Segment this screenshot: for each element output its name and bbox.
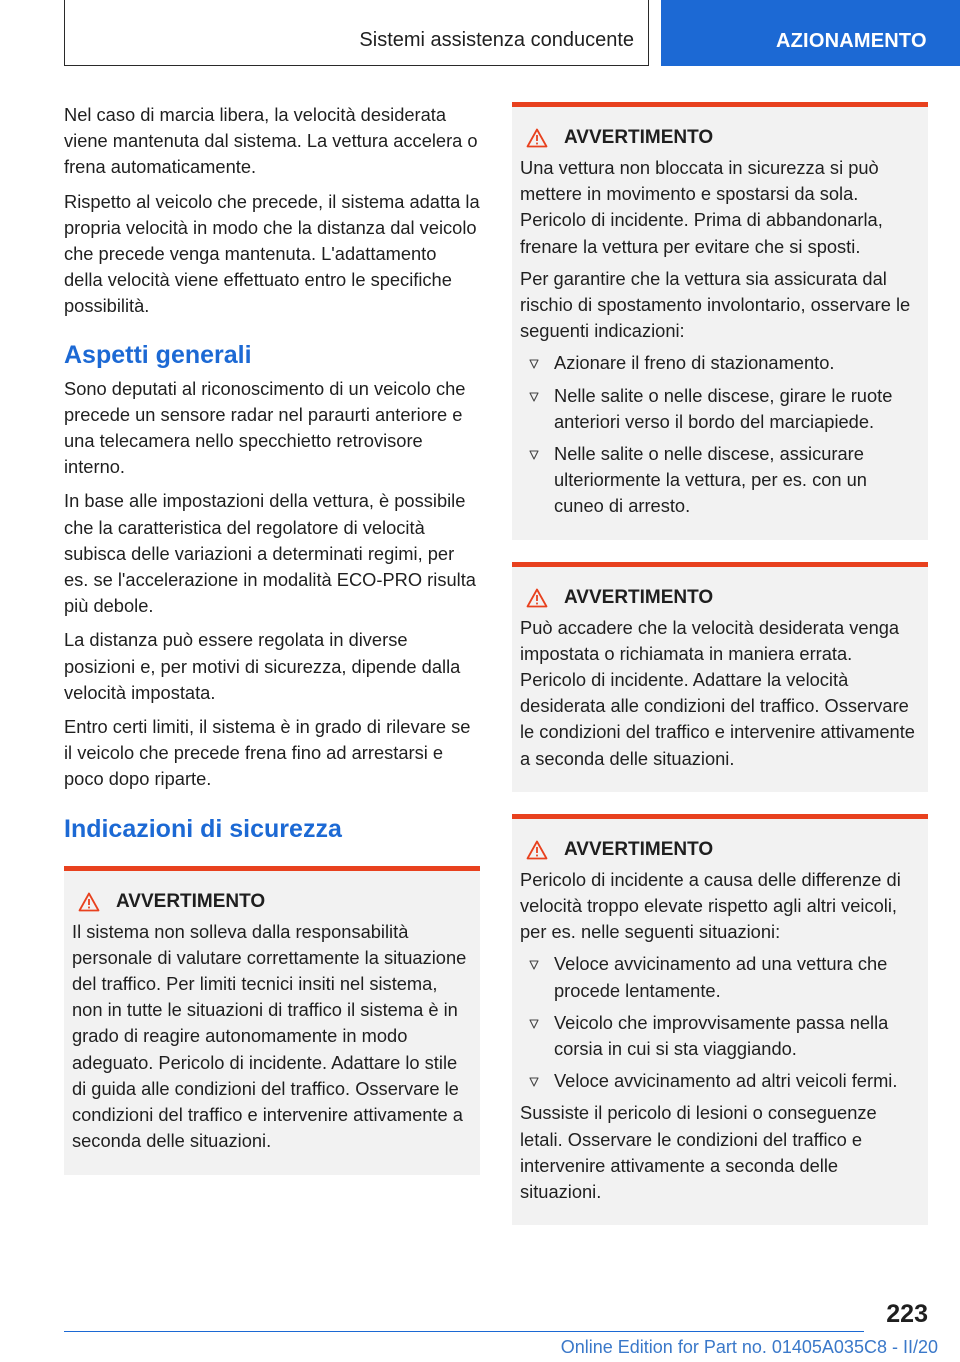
warning-text-secondary: Per garantire che la vettura sia assicurata dal rischio di spostamento involontario, osservare le seguenti indicazioni: — [520, 267, 911, 342]
intro-paragraph-2: Rispetto al veicolo che precede, il sistema adatta la propria velocità in modo che la distanza dal veicolo che precede venga mantenuta. L'adattamento della velocità viene effettuato entro le specifiche possibilità. — [64, 190, 480, 317]
header-section-title: Sistemi assistenza conducente — [359, 29, 634, 51]
intro-paragraph-1: Nel caso di marcia libera, la velocità desiderata viene mantenuta dal sistema. La vettura accelera o frena automaticamente. — [64, 104, 478, 178]
warning-box-speed-difference — [512, 814, 928, 1225]
warning-triangle-icon — [78, 892, 100, 912]
list-item — [520, 951, 920, 1003]
warning-title-row — [520, 127, 920, 149]
warning-list — [520, 350, 920, 519]
page-number: 223 — [886, 1300, 928, 1328]
general-heading: Aspetti generali — [64, 340, 252, 369]
warning-triangle-icon — [526, 588, 548, 608]
list-item — [520, 441, 920, 520]
general-paragraph-3: La distanza può essere regolata in diverse posizioni e, per motivi di sicurezza, dipende dalla velocità impostata. — [64, 629, 461, 703]
safety-heading: Indicazioni di sicurezza — [64, 814, 342, 843]
warning-list — [520, 951, 920, 1094]
list-item-text: Veicolo che improvvisamente passa nella corsia in cui si sta viaggiando. — [554, 1011, 889, 1060]
footer-divider — [64, 1331, 864, 1332]
warning-text: Pericolo di incidente a causa delle differenze di velocità troppo elevate rispetto agli altri veicoli, per es. nelle seguenti situazioni: — [520, 868, 901, 943]
footer-edition-link[interactable]: Online Edition for Part no. 01405A035C8 - II/20 — [560, 1337, 938, 1357]
warning-title: AVVERTIMENTO — [564, 838, 714, 860]
triangle-bullet-icon — [529, 960, 539, 970]
list-item-text: Nelle salite o nelle discese, girare le ruote anteriori verso il bordo del marciapiede. — [554, 384, 893, 432]
triangle-bullet-icon — [529, 1019, 539, 1029]
header-chapter-tab[interactable] — [661, 0, 960, 66]
warning-box-desired-speed — [512, 562, 928, 792]
general-paragraph-2: In base alle impostazioni della vettura, è possibile che la caratteristica del regolatore di velocità subisca delle variazioni a determinati regimi, per es. se l'accelerazione in modalità ECO-PRO risulta più debole. — [64, 490, 476, 617]
warning-title: AVVERTIMENTO — [564, 127, 714, 148]
list-item — [520, 1068, 920, 1094]
warning-text: Una vettura non bloccata in sicurezza si può mettere in movimento e spostarsi da sola. Pericolo di incidente. Prima di abbandonarla, frenare la vettura per evitare che si sposti. — [520, 157, 883, 257]
warning-title-row — [520, 839, 920, 861]
warning-box-system-responsibility — [64, 866, 480, 1175]
warning-box-parking — [512, 102, 928, 540]
header-chapter-label: AZIONAMENTO — [776, 30, 927, 52]
warning-text: Può accadere che la velocità desiderata venga impostata o richiamata in maniera errata. Pericolo di incidente. Adattare la velocità desiderata alle condizioni del traffico. Osservare le condizioni del traffico e intervenire attivamente a seconda delle situazioni. — [520, 616, 915, 769]
triangle-bullet-icon — [529, 359, 539, 369]
warning-triangle-icon — [526, 128, 548, 148]
warning-title: AVVERTIMENTO — [564, 586, 714, 608]
list-item-text: Veloce avvicinamento ad altri veicoli fermi. — [554, 1070, 898, 1092]
header-section-box — [64, 0, 649, 66]
warning-title-row — [72, 891, 472, 913]
triangle-bullet-icon — [529, 392, 539, 402]
warning-title-row — [520, 587, 920, 609]
warning-triangle-icon — [526, 840, 548, 860]
triangle-bullet-icon — [529, 450, 539, 460]
right-column — [512, 102, 928, 1225]
list-item-text: Veloce avvicinamento ad una vettura che procede lentamente. — [554, 953, 888, 1001]
warning-text-secondary: Sussiste il pericolo di lesioni o conseguenze letali. Osservare le condizioni del traffico e intervenire attivamente a seconda delle situazioni. — [520, 1102, 877, 1203]
left-column — [64, 102, 480, 1175]
list-item — [520, 350, 920, 376]
list-item-text: Azionare il freno di stazionamento. — [554, 352, 835, 374]
triangle-bullet-icon — [529, 1077, 539, 1087]
general-paragraph-1: Sono deputati al riconoscimento di un veicolo che precede un sensore radar nel paraurti anteriore e una telecamera nello specchietto retrovisore interno. — [64, 377, 466, 478]
general-paragraph-4: Entro certi limiti, il sistema è in grado di rilevare se il veicolo che precede frena fino ad arrestarsi e poco dopo riparte. — [64, 716, 471, 790]
warning-title: AVVERTIMENTO — [116, 890, 266, 912]
list-item — [520, 383, 920, 435]
list-item — [520, 1010, 920, 1062]
warning-text: Il sistema non solleva dalla responsabilità personale di valutare correttamente la situazione del traffico. Per limiti tecnici insiti nel sistema, non in tutte le situazioni di traffico il sistema è in grado di reagire autonomamente in modo adeguato. Pericolo di incidente. Adattare lo stile di guida alle condizioni del traffico. Osservare le condizioni del traffico e intervenire attivamente a seconda delle situazioni. — [72, 920, 467, 1152]
list-item-text: Nelle salite o nelle discese, assicurare ulteriormente la vettura, per es. con un cuneo di arresto. — [554, 443, 867, 517]
